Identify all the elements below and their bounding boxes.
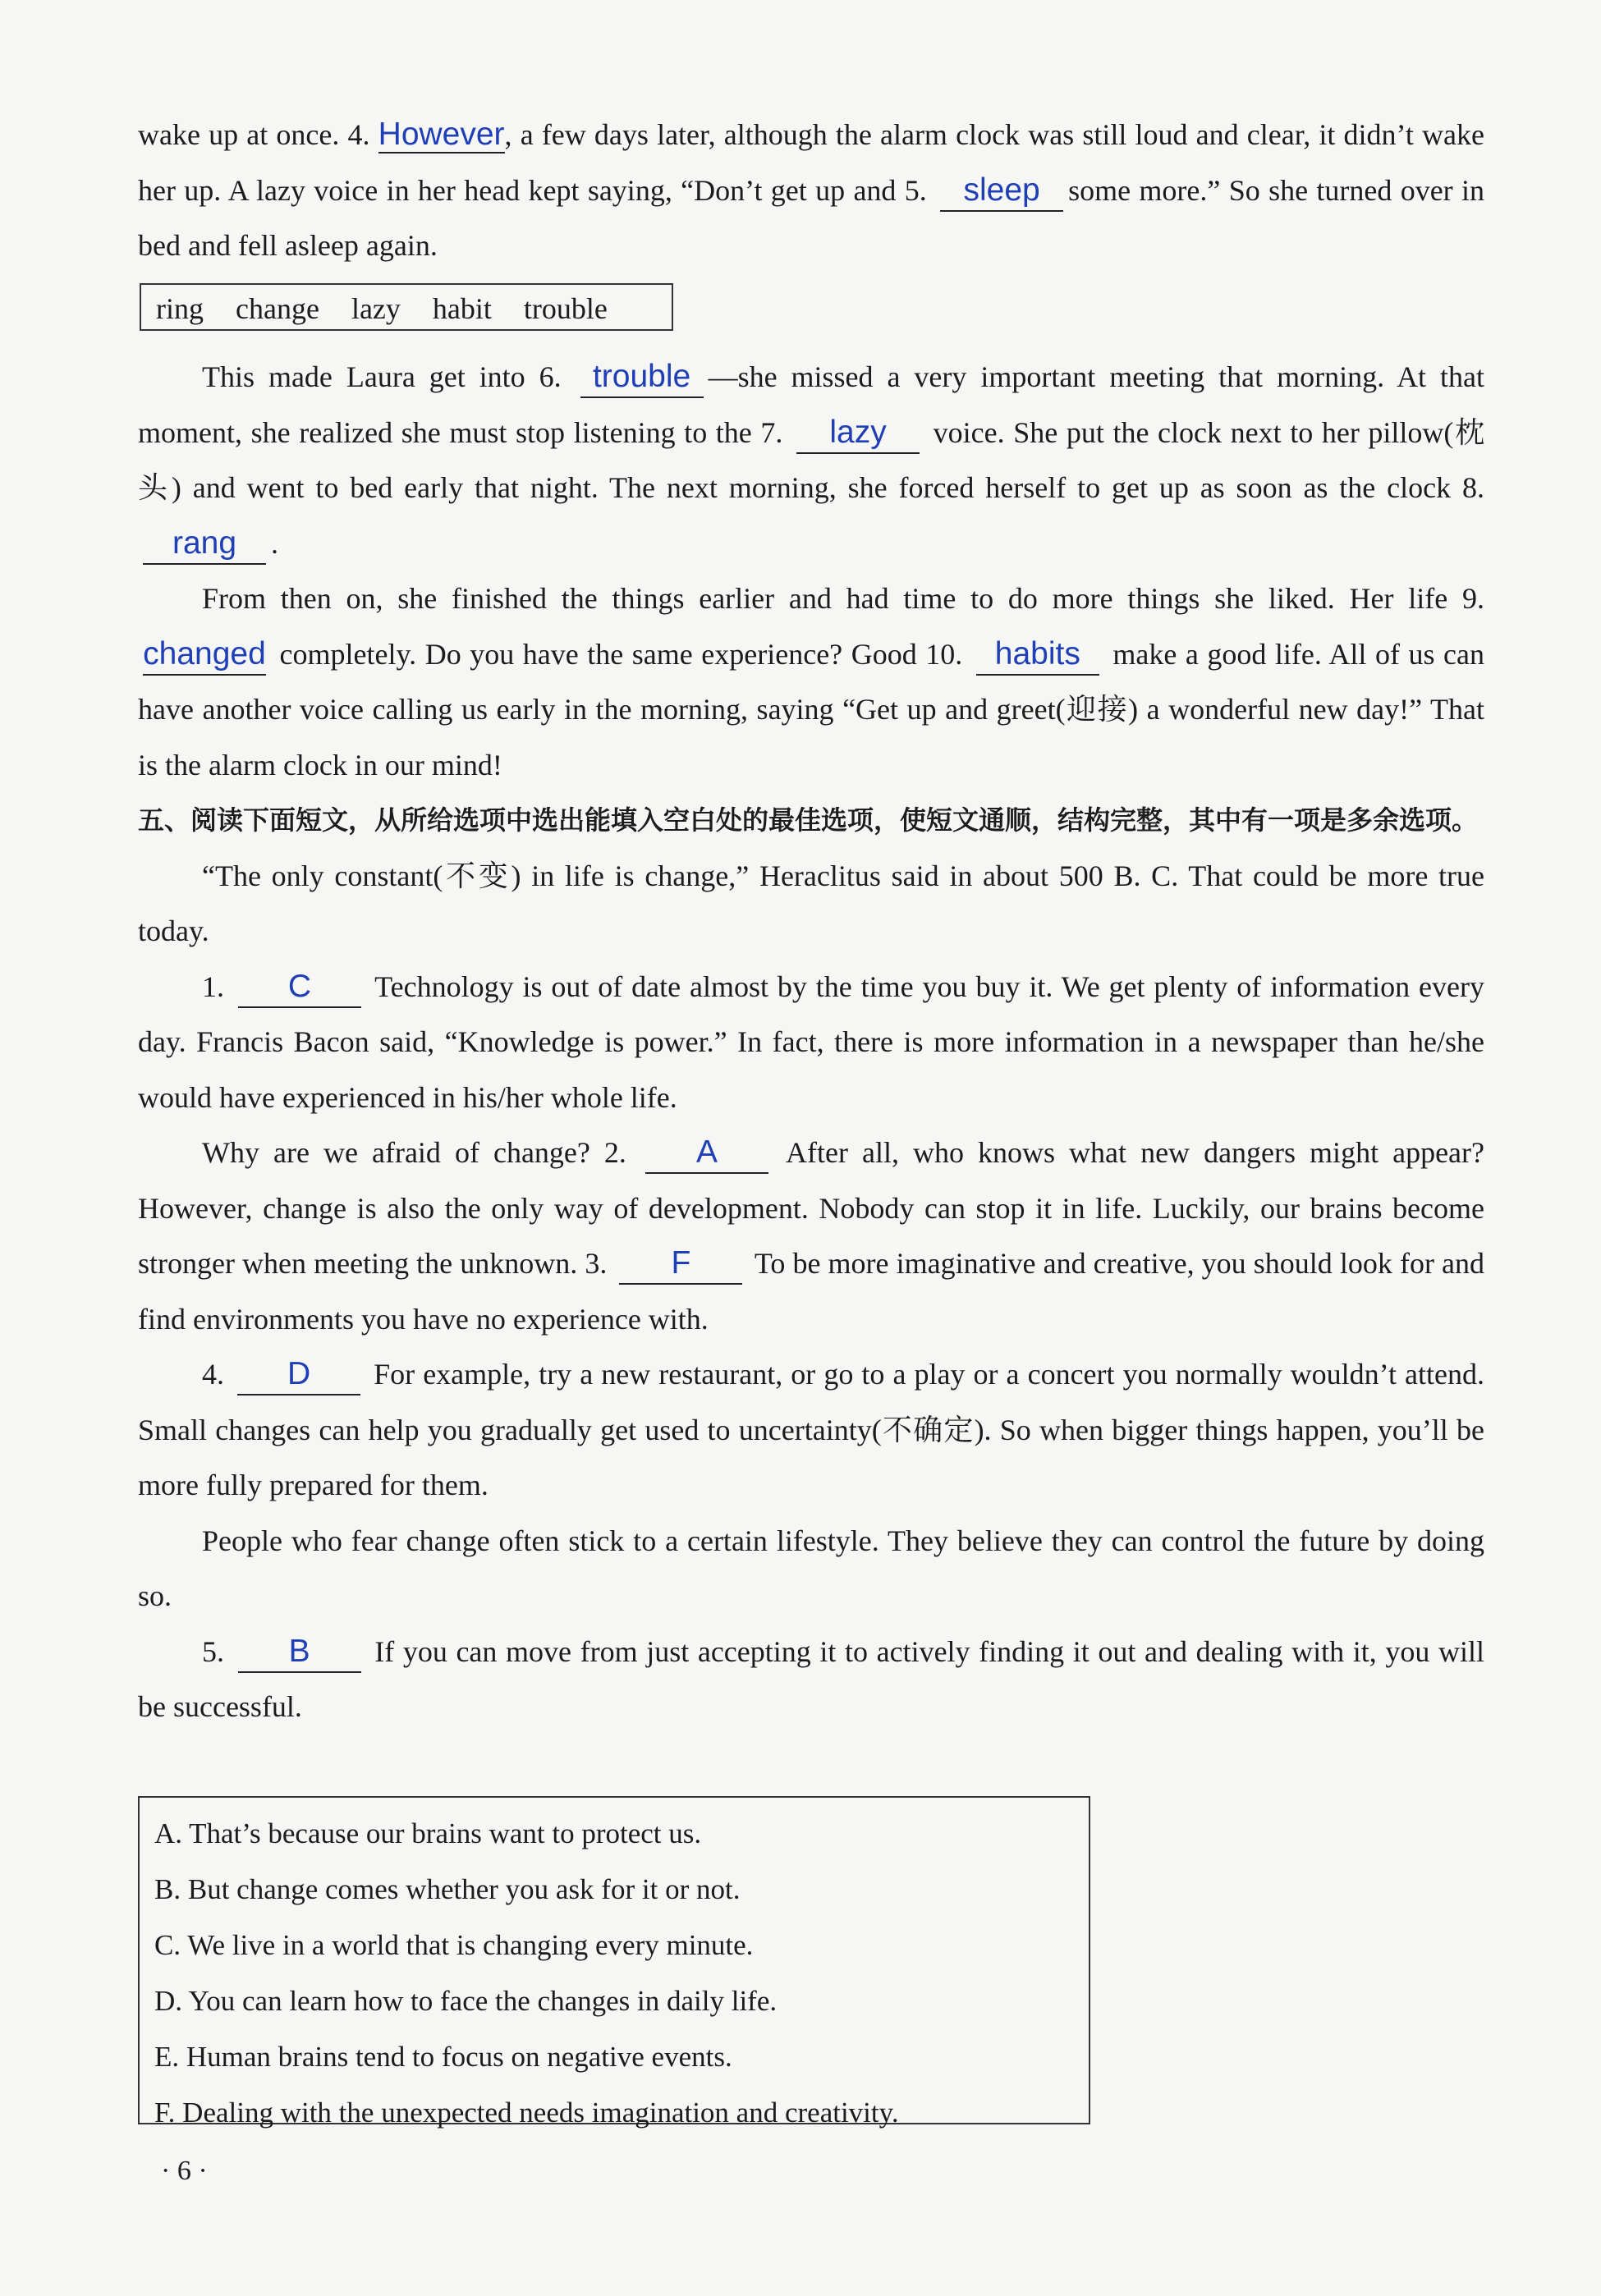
paragraph-3 xyxy=(138,571,1484,793)
blank-q5 xyxy=(238,1632,361,1673)
blank-q2 xyxy=(645,1133,768,1174)
answer-q1: C xyxy=(287,968,311,1004)
para2-text-b: —she missed a very important meeting that morning. At that moment, she realized she must stop listening to the 7. xyxy=(138,360,1484,449)
option-c: C. We live in a world that is changing every minute. xyxy=(154,1929,754,1961)
question-5-text: If you can move from just accepting it to actively finding it out and dealing with it, you will be successful. xyxy=(138,1634,1485,1723)
answer-q4: D xyxy=(287,1356,311,1391)
question-1 xyxy=(138,960,1484,1126)
blank-q4 xyxy=(237,1354,360,1395)
question-5-number: 5. xyxy=(202,1634,224,1668)
question-4 xyxy=(138,1347,1484,1514)
answer-4: However xyxy=(378,117,505,152)
answer-7: lazy xyxy=(829,414,887,450)
intro-paragraph xyxy=(138,107,1484,274)
para3-text-c: make a good life. All of us can have another voice calling us early in the morning, saying “Get up and greet(迎接) a wonderful new day!” That is the alarm clock in our mind! xyxy=(138,637,1485,781)
para3-text-a: From then on, she finished the things earlier and had time to do more things she liked. Her life 9. xyxy=(202,582,1484,615)
option-f: F. Dealing with the unexpected needs imagination and creativity. xyxy=(154,2097,899,2129)
question-5 xyxy=(138,1625,1484,1735)
question-4-text: For example, try a new restaurant, or go to a play or a concert you normally wouldn’t attend. Small changes can help you gradually get used to uncertainty(不确定). So when bigger things happen, you’ll be more fully prepared for them. xyxy=(138,1358,1485,1501)
blank-10 xyxy=(976,635,1099,676)
para2-text-a: This made Laura get into 6. xyxy=(202,360,562,393)
paragraph-2 xyxy=(138,350,1484,571)
blank-q1 xyxy=(238,967,361,1008)
section-5-heading: 五、阅读下面短文，从所给选项中选出能填入空白处的最佳选项，使短文通顺，结构完整，其中有一项是多余选项。 xyxy=(138,804,1479,836)
answer-q2: A xyxy=(695,1134,718,1170)
word-box-item: ring xyxy=(156,292,204,325)
blank-6 xyxy=(580,357,704,398)
word-box xyxy=(140,283,673,331)
option-b: B. But change comes whether you ask for it or not. xyxy=(154,1873,741,1905)
option-d: D. You can learn how to face the changes in daily life. xyxy=(154,1985,778,2017)
p3-text-a: Why are we afraid of change? 2. xyxy=(202,1136,626,1169)
word-box-item: trouble xyxy=(523,292,608,325)
p3-text-b: After all, who knows what new dangers might appear? However, change is also the only way of development. Nobody can stop it in life. Luckily, our brains become stronger when meeting the unknown. 3. xyxy=(138,1136,1484,1280)
option-e: E. Human brains tend to focus on negative events. xyxy=(154,2041,732,2073)
answer-6: trouble xyxy=(592,359,691,394)
answer-8: rang xyxy=(172,525,237,561)
options-box xyxy=(138,1796,1090,2129)
option-a: A. That’s because our brains want to protect us. xyxy=(154,1817,702,1849)
section5-paragraph-5: People who fear change often stick to a certain lifestyle. They believe they can control the future by doing so. xyxy=(138,1524,1484,1612)
section5-paragraph-3 xyxy=(138,1125,1484,1347)
answer-5: sleep xyxy=(963,172,1040,208)
blank-q3 xyxy=(619,1244,742,1285)
intro-text-b: , a few days later, although the alarm clock was still loud and clear, it didn’t wake her up. A lazy voice in her head kept saying, “Don’t get up and 5. xyxy=(138,118,1484,207)
blank-8 xyxy=(143,524,266,565)
question-4-number: 4. xyxy=(202,1358,224,1391)
blank-7 xyxy=(796,413,920,454)
word-box-item: lazy xyxy=(351,292,401,325)
answer-q5: B xyxy=(288,1633,310,1669)
p3-text-c: To be more imaginative and creative, you should look for and find environments you have no experience with. xyxy=(138,1247,1485,1336)
answer-9: changed xyxy=(143,635,266,671)
question-1-number: 1. xyxy=(202,969,224,1003)
intro-text-c: some more.” So she turned over in bed and fell asleep again. xyxy=(138,173,1484,262)
blank-9 xyxy=(143,635,266,676)
answer-q3: F xyxy=(671,1245,691,1281)
para2-text-d: . xyxy=(271,526,278,560)
question-1-text: Technology is out of date almost by the time you buy it. We get plenty of information every day. Francis Bacon said, “Knowledge is power.” In fact, there is more information in a newspaper than he/she would have experienced in his/her whole life. xyxy=(138,969,1484,1114)
intro-text-a: wake up at once. 4. xyxy=(138,118,370,151)
para2-text-c: voice. She put the clock next to her pillow(枕头) and went to bed early that night. The next morning, she forced herself to get up as soon as the clock 8. xyxy=(138,415,1485,504)
page-number: · 6 · xyxy=(161,2156,208,2186)
blank-5 xyxy=(940,171,1063,212)
para3-text-b: completely. Do you have the same experience? Good 10. xyxy=(279,637,963,671)
word-box-item: change xyxy=(236,292,319,325)
answer-10: habits xyxy=(994,635,1080,671)
word-box-item: habit xyxy=(432,292,492,325)
story-paragraphs xyxy=(138,350,1484,1735)
section5-paragraph-1: “The only constant(不变) in life is change,” Heraclitus said in about 500 B. C. That could be more true today. xyxy=(138,859,1484,947)
